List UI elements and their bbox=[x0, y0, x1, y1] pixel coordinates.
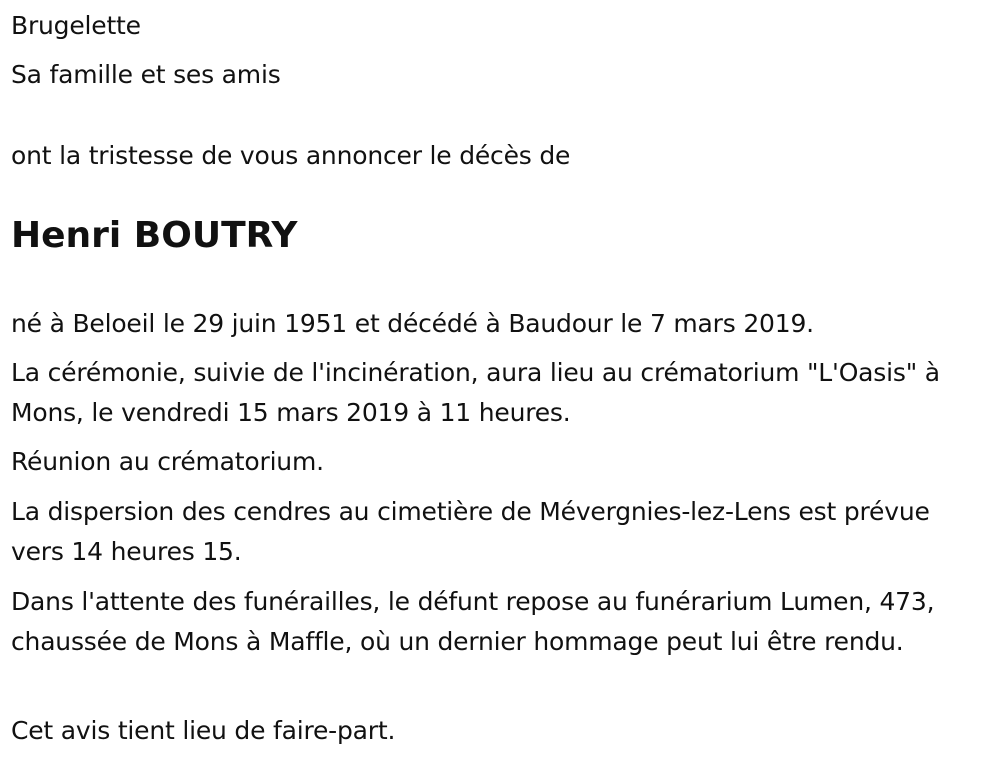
family-line: Sa famille et ses amis bbox=[11, 60, 281, 89]
reunion-paragraph: Réunion au crématorium. bbox=[11, 447, 324, 476]
locality: Brugelette bbox=[11, 11, 141, 40]
birth-death-paragraph: né à Beloeil le 29 juin 1951 et décédé à Baudour le 7 mars 2019. bbox=[11, 309, 814, 338]
dispersion-paragraph: La dispersion des cendres au cimetière de Mévergnies-lez-Lens est prévue vers 14 heures 15. bbox=[11, 497, 930, 566]
closing-paragraph: Cet avis tient lieu de faire-part. bbox=[11, 716, 396, 745]
ceremony-paragraph: La cérémonie, suivie de l'incinération, aura lieu au crématorium "L'Oasis" à Mons, le vendredi 15 mars 2019 à 11 heures. bbox=[11, 358, 940, 427]
rest-paragraph: Dans l'attente des funérailles, le défunt repose au funérarium Lumen, 473, chaussée de Mons à Maffle, où un dernier hommage peut lui être rendu. bbox=[11, 587, 935, 656]
announcement-line: ont la tristesse de vous annoncer le décès de bbox=[11, 141, 571, 170]
deceased-name: Henri BOUTRY bbox=[11, 215, 298, 256]
